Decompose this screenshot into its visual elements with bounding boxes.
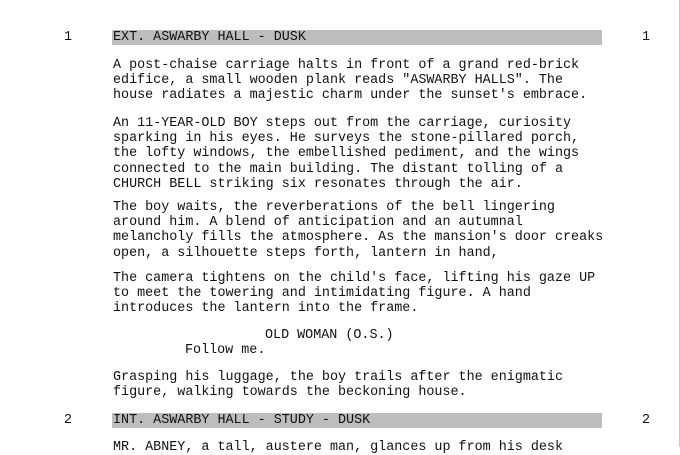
dialogue-line: Follow me. <box>185 343 266 358</box>
action-paragraph: A post-chaise carriage halts in front of a grand red-brick edifice, a small wooden plank reads "ASWARBY HALLS". The house radiates a majestic charm under the sunset's embrace. <box>113 58 588 104</box>
character-name: OLD WOMAN (O.S.) <box>265 328 394 343</box>
scene-number-right: 1 <box>642 30 651 45</box>
scene-number-left: 1 <box>64 30 73 45</box>
action-paragraph: MR. ABNEY, a tall, austere man, glances up from his desk <box>113 440 563 455</box>
action-paragraph: The camera tightens on the child's face, lifting his gaze UP to meet the towering and intimidating figure. A hand introduces the lantern into the frame. <box>113 271 596 317</box>
scene-number-left: 2 <box>64 413 73 428</box>
action-paragraph: An 11-YEAR-OLD BOY steps out from the carriage, curiosity sparking in his eyes. He surveys the stone-pillared porch, the lofty windows, the embellished pediment, and the wings connected to the main building. The distant tolling of a CHURCH BELL striking six resonates through the air. <box>113 116 580 192</box>
action-paragraph: The boy waits, the reverberations of the bell lingering around him. A blend of anticipation and an autumnal melancholy fills the atmosphere. As the mansion's door creaks open, a silhouette steps forth, lantern in hand, <box>113 200 604 261</box>
scene-number-right: 2 <box>642 413 651 428</box>
scene-heading: EXT. ASWARBY HALL - DUSK <box>112 30 602 45</box>
action-paragraph: Grasping his luggage, the boy trails after the enigmatic figure, walking towards the beckoning house. <box>113 370 563 401</box>
scene-heading: INT. ASWARBY HALL - STUDY - DUSK <box>112 413 602 428</box>
